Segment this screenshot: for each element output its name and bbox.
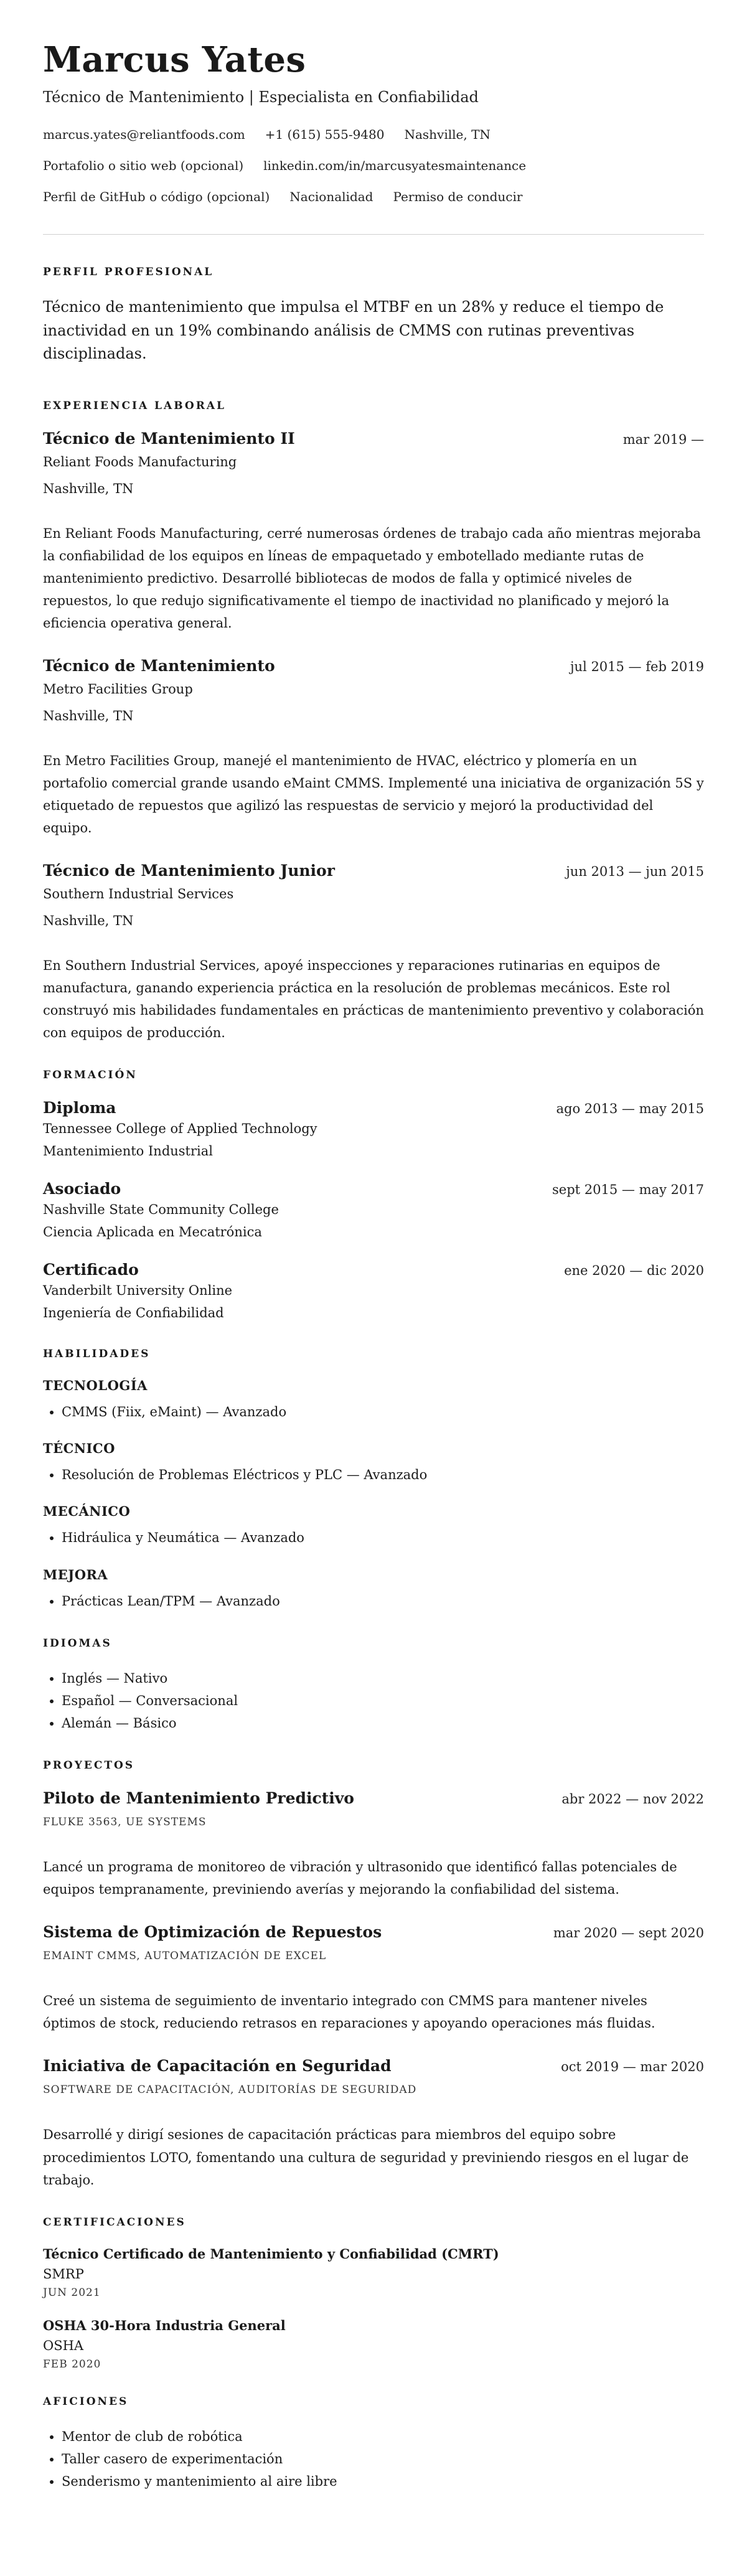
skill-item: • CMMS (Fiix, eMaint) — Avanzado xyxy=(62,1401,704,1423)
skill-category: TÉCNICO xyxy=(43,1441,115,1457)
section-heading-experience: EXPERIENCIA LABORAL xyxy=(43,400,226,413)
contact-phone[interactable]: +1 (615) 555-9480 xyxy=(265,126,385,142)
project-tools: FLUKE 3563, UE SYSTEMS xyxy=(43,1816,207,1828)
candidate-name: Marcus Yates xyxy=(43,39,306,80)
project-title: Piloto de Mantenimiento Predictivo xyxy=(43,1789,354,1807)
section-heading-education: FORMACIÓN xyxy=(43,1069,138,1082)
certification-date: FEB 2020 xyxy=(43,2357,101,2371)
summary-section xyxy=(43,266,704,367)
job-location: Nashville, TN xyxy=(43,481,134,496)
contact-github[interactable]: Perfil de GitHub o código (opcional) xyxy=(43,189,270,204)
school-name: Tennessee College of Applied Technology xyxy=(43,1121,317,1137)
contact-row-2 xyxy=(43,158,704,173)
education-entry xyxy=(43,1180,704,1242)
hobbies-section xyxy=(43,2395,704,2493)
skill-list xyxy=(43,1464,704,1486)
project-tools: SOFTWARE DE CAPACITACIÓN, AUDITORÍAS DE SEGURIDAD xyxy=(43,2084,417,2097)
project-dates: mar 2020 — sept 2020 xyxy=(553,1925,704,1941)
job-location: Nashville, TN xyxy=(43,913,134,928)
degree-name: Diploma xyxy=(43,1099,116,1117)
skills-section xyxy=(43,1348,704,1612)
skill-item: • Resolución de Problemas Eléctricos y PLC — Avanzado xyxy=(62,1464,704,1486)
projects-section xyxy=(43,1759,704,2191)
skill-category: MEJORA xyxy=(43,1566,108,1582)
contact-portfolio[interactable]: Portafolio o sitio web (opcional) xyxy=(43,157,244,173)
job-title: Técnico de Mantenimiento II xyxy=(43,430,295,448)
project-description: Desarrollé y dirigí sesiones de capacitación prácticas para miembros del equipo sobre procedimientos LOTO, fomentando una cultura de seguridad y previniendo riesgos en el lugar de trabajo. xyxy=(43,2127,689,2188)
project-tools: EMAINT CMMS, AUTOMATIZACIÓN DE EXCEL xyxy=(43,1950,327,1963)
certification-entry xyxy=(43,2318,704,2371)
project-description: Lancé un programa de monitoreo de vibración y ultrasonido que identificó fallas potenciales de equipos tempranamente, previniendo averías y mejorando la confiabilidad del sistema. xyxy=(43,1859,677,1897)
skill-item: • Prácticas Lean/TPM — Avanzado xyxy=(62,1590,704,1612)
job-description: En Reliant Foods Manufacturing, cerré numerosas órdenes de trabajo cada año mientras mejoraba la confiabilidad de los equipos en líneas de empaquetado y embotellado mediante rutas de mantenimiento predictivo. Desarrollé bibliotecas de modos de falla y optimicé niveles de repuestos, lo que redujo significativamente el tiempo de inactividad no planificado y mejoró la eficiencia operativa general. xyxy=(43,525,701,631)
language-item: • Alemán — Básico xyxy=(62,1712,704,1734)
degree-name: Asociado xyxy=(43,1180,121,1198)
section-heading-projects: PROYECTOS xyxy=(43,1759,135,1772)
languages-section xyxy=(43,1637,704,1734)
certifications-section xyxy=(43,2216,704,2371)
skill-list xyxy=(43,1526,704,1549)
hobby-item: • Mentor de club de robótica xyxy=(62,2425,704,2448)
project-entry xyxy=(43,2057,704,2191)
language-item: • Español — Conversacional xyxy=(62,1690,704,1712)
certification-issuer: OSHA xyxy=(43,2338,84,2353)
education-section xyxy=(43,1069,704,1323)
contact-row-1 xyxy=(43,127,704,142)
certification-date: JUN 2021 xyxy=(43,2286,101,2299)
experience-entry xyxy=(43,862,704,1044)
hobby-item: • Senderismo y mantenimiento al aire libre xyxy=(62,2470,704,2493)
job-description: En Southern Industrial Services, apoyé inspecciones y reparaciones rutinarias en equipos de manufactura, ganando experiencia práctica en la resolución de problemas mecánicos. Este rol construyó mis habilidades fundamentales en prácticas de mantenimiento preventivo y colaboración con equipos de producción. xyxy=(43,957,704,1041)
summary-text: Técnico de mantenimiento que impulsa el MTBF en un 28% y reduce el tiempo de inactividad en un 19% combinando análisis de CMMS con rutinas preventivas disciplinadas. xyxy=(43,298,664,363)
education-entry xyxy=(43,1099,704,1161)
project-dates: oct 2019 — mar 2020 xyxy=(561,2059,704,2075)
certification-entry xyxy=(43,2246,704,2299)
job-company: Reliant Foods Manufacturing xyxy=(43,454,237,470)
skill-list xyxy=(43,1401,704,1423)
skill-item: • Hidráulica y Neumática — Avanzado xyxy=(62,1526,704,1549)
section-heading-languages: IDIOMAS xyxy=(43,1637,112,1650)
section-heading-skills: HABILIDADES xyxy=(43,1348,151,1361)
degree-dates: ene 2020 — dic 2020 xyxy=(564,1263,704,1279)
job-title: Técnico de Mantenimiento xyxy=(43,657,275,675)
experience-entry xyxy=(43,657,704,839)
degree-dates: sept 2015 — may 2017 xyxy=(552,1182,704,1198)
project-title: Iniciativa de Capacitación en Seguridad xyxy=(43,2057,392,2075)
project-dates: abr 2022 — nov 2022 xyxy=(561,1792,704,1807)
experience-entry xyxy=(43,430,704,634)
contact-driving-license: Permiso de conducir xyxy=(393,189,523,204)
section-heading-summary: PERFIL PROFESIONAL xyxy=(43,265,214,278)
certification-name: Técnico Certificado de Mantenimiento y Confiabilidad (CMRT) xyxy=(43,2245,499,2262)
hobby-list xyxy=(43,2425,704,2493)
project-entry xyxy=(43,1789,704,1901)
degree-field: Ingeniería de Confiabilidad xyxy=(43,1305,224,1320)
degree-field: Mantenimiento Industrial xyxy=(43,1143,213,1159)
school-name: Vanderbilt University Online xyxy=(43,1283,233,1299)
hobby-item: • Taller casero de experimentación xyxy=(62,2448,704,2470)
experience-section xyxy=(43,400,704,1044)
job-location: Nashville, TN xyxy=(43,708,134,723)
candidate-title: Técnico de Mantenimiento | Especialista en Confiabilidad xyxy=(43,88,479,106)
job-company: Southern Industrial Services xyxy=(43,886,234,902)
header-divider xyxy=(43,234,704,235)
contact-linkedin[interactable]: linkedin.com/in/marcusyatesmaintenance xyxy=(263,157,527,173)
school-name: Nashville State Community College xyxy=(43,1202,279,1218)
project-title: Sistema de Optimización de Repuestos xyxy=(43,1923,382,1942)
degree-field: Ciencia Aplicada en Mecatrónica xyxy=(43,1224,262,1239)
certification-issuer: SMRP xyxy=(43,2266,84,2282)
degree-dates: ago 2013 — may 2015 xyxy=(556,1101,704,1117)
language-list xyxy=(43,1667,704,1734)
project-entry xyxy=(43,1923,704,2034)
job-dates: jul 2015 — feb 2019 xyxy=(570,659,704,675)
job-dates: jun 2013 — jun 2015 xyxy=(566,864,704,880)
project-description: Creé un sistema de seguimiento de inventario integrado con CMMS para mantener niveles óptimos de stock, reduciendo retrasos en reparaciones y apoyando operaciones más fluidas. xyxy=(43,1993,655,2031)
job-description: En Metro Facilities Group, manejé el mantenimiento de HVAC, eléctrico y plomería en un portafolio comercial grande usando eMaint CMMS. Implementé una iniciativa de organización 5S y etiquetado de repuestos que agilizó las respuestas de servicio y mejoró la productividad del equipo. xyxy=(43,753,704,836)
resume-header xyxy=(43,41,704,204)
job-title: Técnico de Mantenimiento Junior xyxy=(43,862,335,880)
contact-location: Nashville, TN xyxy=(404,126,491,142)
contact-row-3 xyxy=(43,189,704,204)
section-heading-certifications: CERTIFICACIONES xyxy=(43,2216,186,2229)
section-heading-hobbies: AFICIONES xyxy=(43,2395,129,2408)
contact-email[interactable]: marcus.yates@reliantfoods.com xyxy=(43,126,245,142)
education-entry xyxy=(43,1261,704,1323)
skill-category: TECNOLOGÍA xyxy=(43,1378,148,1394)
contact-nationality: Nacionalidad xyxy=(289,189,374,204)
certification-name: OSHA 30-Hora Industria General xyxy=(43,2317,286,2333)
skill-list xyxy=(43,1590,704,1612)
degree-name: Certificado xyxy=(43,1261,139,1279)
language-item: • Inglés — Nativo xyxy=(62,1667,704,1690)
job-company: Metro Facilities Group xyxy=(43,682,193,697)
job-dates: mar 2019 — xyxy=(622,432,704,448)
skill-category: MECÁNICO xyxy=(43,1503,131,1520)
